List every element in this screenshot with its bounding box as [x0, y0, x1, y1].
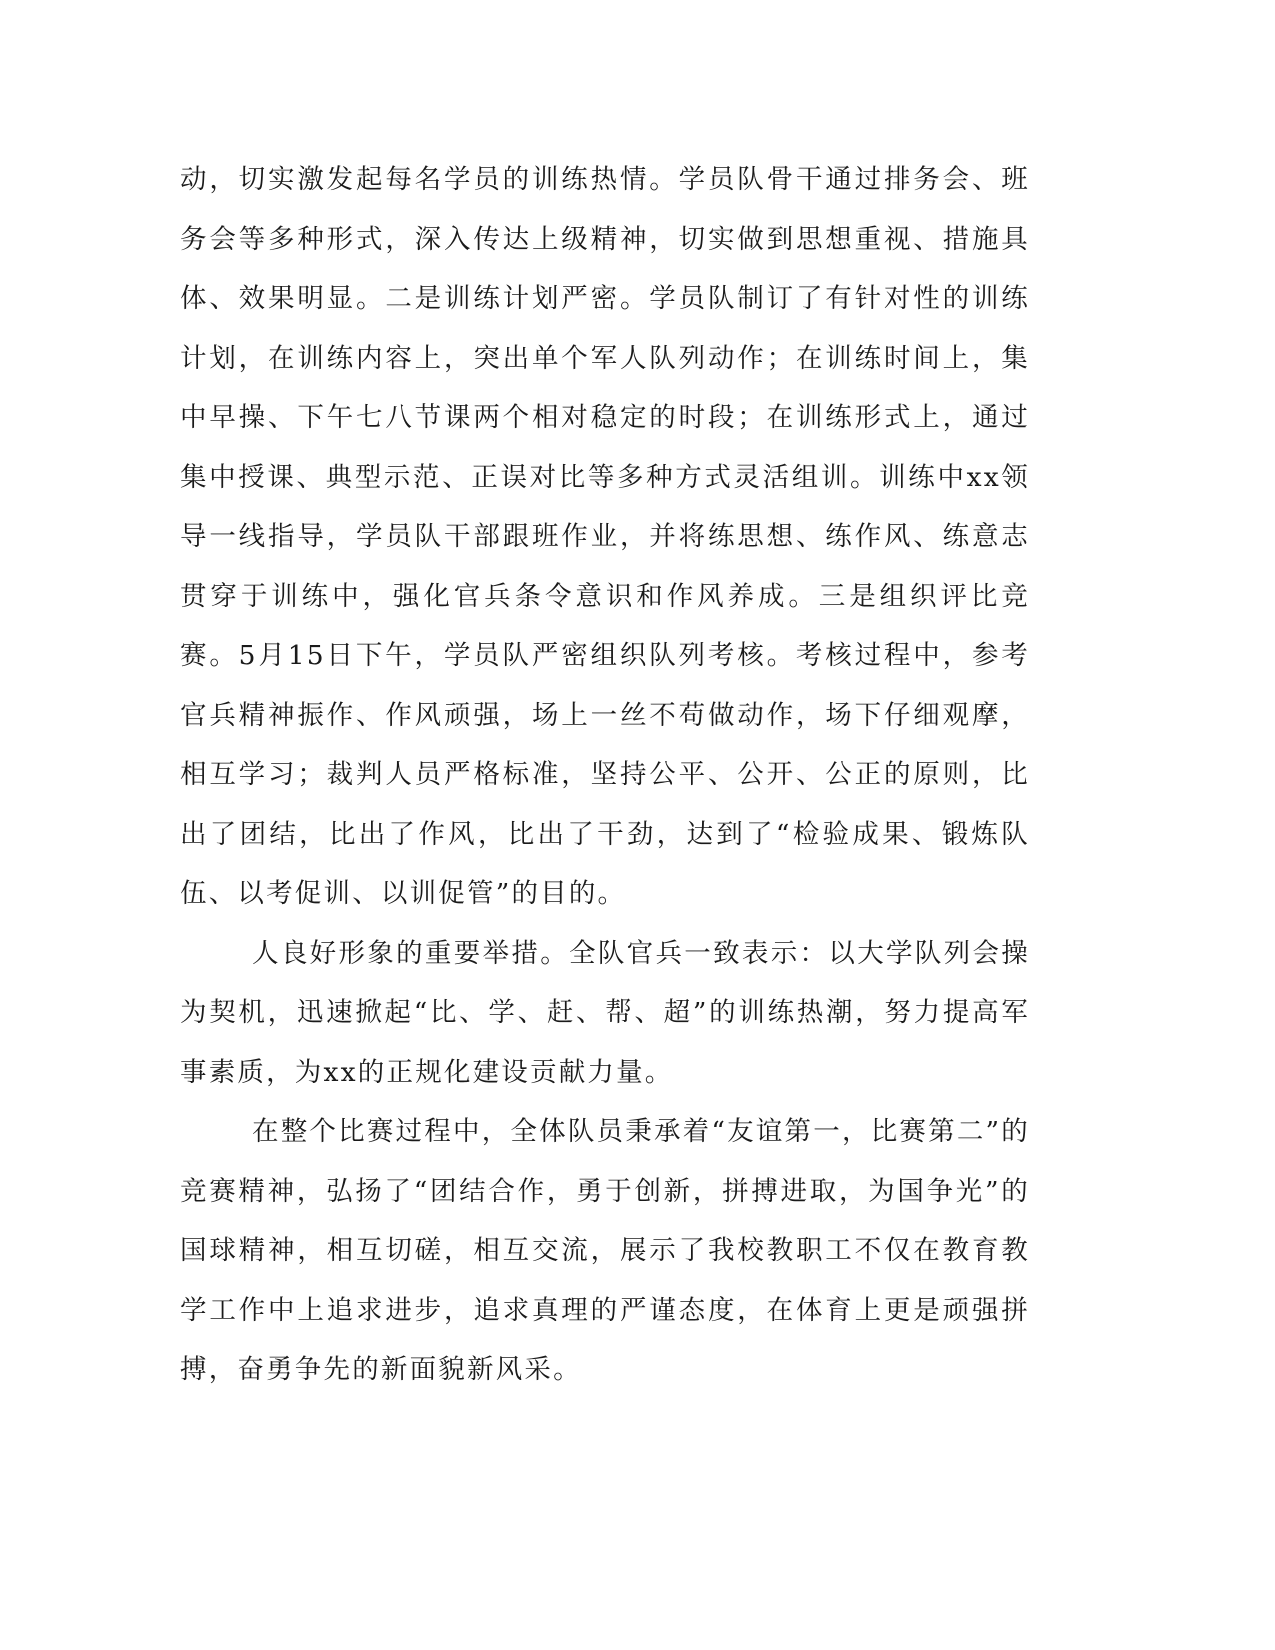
document-body [180, 150, 1030, 1400]
paragraph-2: 人良好形象的重要举措。全队官兵一致表示：以大学队列会操为契机，迅速掀起“比、学、赶、帮、超”的训练热潮，努力提高军事素质，为xx的正规化建设贡献力量。 [180, 937, 1030, 1088]
paragraph-3: 在整个比赛过程中，全体队员秉承着“友谊第一，比赛第二”的竞赛精神，弘扬了“团结合作，勇于创新，拼搏进取，为国争光”的国球精神，相互切磋，相互交流，展示了我校教职工不仅在教育教学工作中上追求进步，追求真理的严谨态度，在体育上更是顽强拼搏，奋勇争先的新面貌新风采。 [180, 1116, 1030, 1385]
paragraph-1: 动，切实激发起每名学员的训练热情。学员队骨干通过排务会、班务会等多种形式，深入传达上级精神，切实做到思想重视、措施具体、效果明显。二是训练计划严密。学员队制订了有针对性的训练计划，在训练内容上，突出单个军人队列动作；在训练时间上，集中早操、下午七八节课两个相对稳定的时段；在训练形式上，通过集中授课、典型示范、正误对比等多种方式灵活组训。训练中xx领导一线指导，学员队干部跟班作业，并将练思想、练作风、练意志贯穿于训练中，强化官兵条令意识和作风养成。三是组织评比竞赛。5月15日下午，学员队严密组织队列考核。考核过程中，参考官兵精神振作、作风顽强，场上一丝不苟做动作，场下仔细观摩，相互学习；裁判人员严格标准，坚持公平、公开、公正的原则，比出了团结，比出了作风，比出了干劲，达到了“检验成果、锻炼队伍、以考促训、以训促管”的目的。 [180, 164, 1030, 909]
